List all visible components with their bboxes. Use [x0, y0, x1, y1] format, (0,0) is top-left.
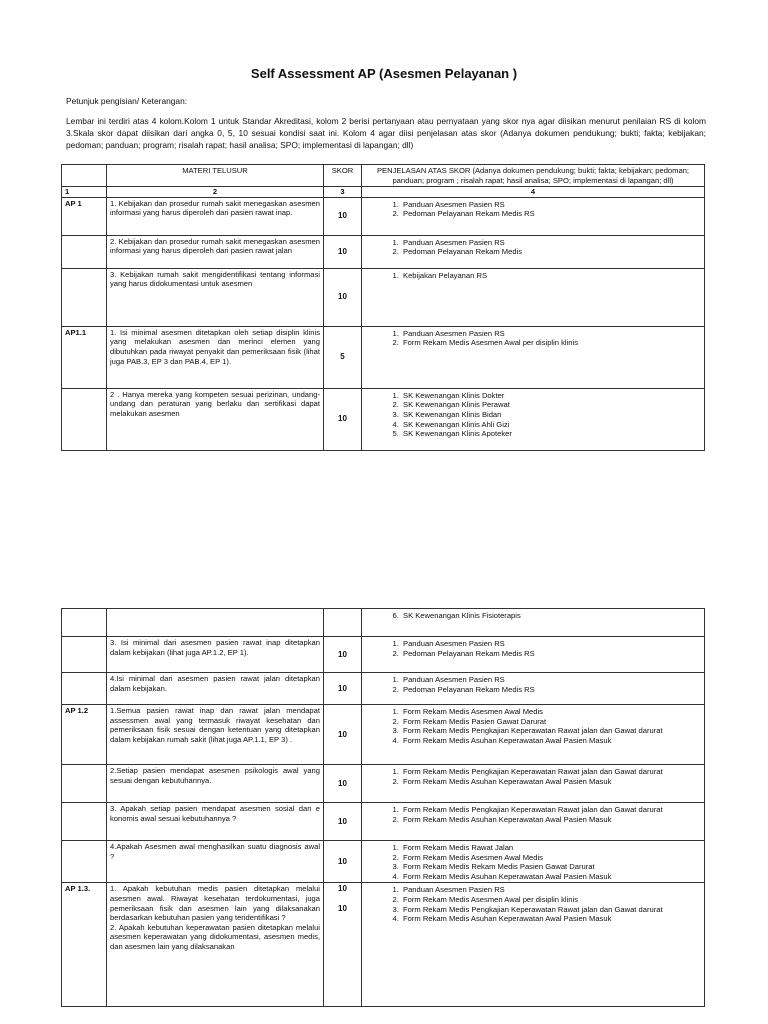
instructions-heading: Petunjuk pengisian/ Keterangan: [66, 96, 188, 106]
evidence-list [365, 707, 701, 745]
standard-cell [62, 268, 107, 326]
materi-text: 2. Kebijakan dan prosedur rumah sakit menegaskan asesmen informasi yang harus diperoleh dari pasien rawat jalan [110, 236, 320, 256]
evidence-cell [362, 705, 705, 765]
evidence-list [365, 843, 701, 881]
skor-cell: 10 [324, 197, 362, 235]
evidence-item: 1. Form Rekam Medis Asesmen Awal Medis [401, 707, 701, 717]
evidence-item: 1. Panduan Asesmen Pasien RS [401, 329, 701, 339]
evidence-item: 3. Form Rekam Medis Pengkajian Keperawatan Rawat jalan dan Gawat darurat [401, 726, 701, 736]
evidence-cell [362, 235, 705, 268]
table-row [62, 388, 705, 450]
materi-cell [107, 841, 324, 883]
standard-cell [62, 388, 107, 450]
table-row [62, 268, 705, 326]
skor-cell: 10 [324, 841, 362, 883]
evidence-list [365, 639, 701, 658]
evidence-item: 2. Form Rekam Medis Asesmen Awal Medis [401, 853, 701, 863]
evidence-item: 1. Form Rekam Medis Rawat Jalan [401, 843, 701, 853]
standard-cell [62, 765, 107, 803]
materi-cell [107, 765, 324, 803]
evidence-item: 6. SK Kewenangan Klinis Fisioterapis [401, 611, 701, 621]
evidence-item: 1. Form Rekam Medis Pengkajian Keperawatan Rawat jalan dan Gawat darurat [401, 767, 701, 777]
evidence-item: 2. Form Rekam Medis Asesmen Awal per disiplin klinis [401, 895, 701, 905]
evidence-cell [362, 803, 705, 841]
materi-text: 2.Setiap pasien mendapat asesmen psikologis awal yang sesuai dengan kebutuhannya. [110, 766, 320, 785]
column-number: 4 [362, 187, 705, 198]
materi-text: 1. Apakah kebutuhan medis pasien ditetapkan melalui asesmen awal. Riwayat kesehatan terdokumentasi, juga pemeriksaan fisik dan asesmen lain yang dilaksanakan berdasarkan kebutuhan pasien yang teridentifikasi ? 2. Apakah kebutuhan keperawatan pasien ditetapkan melalui asesmen keperawatan yang didokumentasi, asesmen medis, dan asesmen lain yang dilaksanakan [110, 884, 320, 951]
evidence-list [365, 271, 701, 281]
evidence-item: 2. Pedoman Pelayanan Rekam Medis [401, 247, 701, 257]
evidence-item: 3. Form Rekam Medis Rekam Medis Pasien Gawat Darurat [401, 862, 701, 872]
table-row [62, 673, 705, 705]
evidence-cell [362, 326, 705, 388]
header-penjelasan: PENJELASAN ATAS SKOR (Adanya dokumen pendukung; bukti; fakta; kebijakan; pedoman; panduan; program ; risalah rapat; hasil analisa; SPO; implementasi di lapangan; dll) [362, 165, 705, 187]
skor-cell: 10 [324, 673, 362, 705]
evidence-cell [362, 765, 705, 803]
evidence-cell [362, 197, 705, 235]
header-skor: SKOR [324, 165, 362, 187]
skor-cell: 10 [324, 803, 362, 841]
table-row [62, 197, 705, 235]
evidence-item: 4. SK Kewenangan Klinis Ahli Gizi [401, 420, 701, 430]
skor-cell: 10 [324, 268, 362, 326]
standard-cell [62, 637, 107, 673]
materi-cell [107, 388, 324, 450]
skor-cell: 10 [324, 637, 362, 673]
materi-cell [107, 609, 324, 637]
materi-cell [107, 673, 324, 705]
column-number-row [62, 187, 705, 198]
assessment-table-page-2 [61, 608, 705, 1007]
evidence-cell [362, 673, 705, 705]
table-row [62, 609, 705, 637]
table-row [62, 883, 705, 1007]
standard-cell [62, 673, 107, 705]
materi-cell [107, 235, 324, 268]
standard-cell [62, 803, 107, 841]
evidence-item: 4. Form Rekam Medis Asuhan Keperawatan Awal Pasien Masuk [401, 736, 701, 746]
materi-cell [107, 637, 324, 673]
evidence-list [365, 805, 701, 824]
header-materi: MATERI TELUSUR [107, 165, 324, 187]
standard-cell: AP 1 [62, 197, 107, 235]
materi-text: 3. Apakah setiap pasien mendapat asesmen sosial dan e konomis awal sesuai kebutuhannya ? [110, 804, 320, 823]
materi-cell [107, 883, 324, 1007]
skor-cell [324, 609, 362, 637]
skor-cell: 10 10 [324, 883, 362, 1007]
table-header-row [62, 165, 705, 187]
evidence-item: 2. Pedoman Pelayanan Rekam Medis RS [401, 685, 701, 695]
table-row [62, 841, 705, 883]
evidence-item: 1. Panduan Asesmen Pasien RS [401, 639, 701, 649]
materi-cell [107, 803, 324, 841]
materi-cell [107, 268, 324, 326]
materi-text: 1. Kebijakan dan prosedur rumah sakit menegaskan asesmen informasi yang harus diperoleh dari pasien rawat inap. [110, 198, 320, 218]
materi-text: 1.Semua pasien rawat inap dan rawat jalan mendapat assessmen awal yang termasuk riwayat kesehatan dan pemeriksaan fisik sesuai dengan ketentuan yang ditetapkan dalam kebijakan rumah sakit (lihat juga AP.1.1, EP 3) . [110, 706, 320, 744]
evidence-cell [362, 268, 705, 326]
assessment-table-page-1 [61, 164, 705, 451]
column-number: 1 [62, 187, 107, 198]
standard-cell: AP 1.3. [62, 883, 107, 1007]
evidence-list [365, 329, 701, 348]
evidence-item: 3. Form Rekam Medis Pengkajian Keperawatan Rawat jalan dan Gawat darurat [401, 905, 701, 915]
table-row [62, 765, 705, 803]
evidence-cell [362, 841, 705, 883]
table-row [62, 637, 705, 673]
materi-text: 1. Isi minimal asesmen ditetapkan oleh setiap disiplin klinis yang melakukan asesmen dan merinci elemen yang dibutuhkan pada riwayat penyakit dan pemeriksaan fisik (lihat juga PAB.3, EP 3 dan PAB.4, EP 1). [110, 327, 320, 366]
evidence-list [365, 611, 701, 621]
skor-cell: 10 [324, 765, 362, 803]
skor-cell: 10 [324, 235, 362, 268]
skor-cell: 10 [324, 388, 362, 450]
evidence-list [365, 675, 701, 694]
evidence-cell [362, 883, 705, 1007]
column-number: 2 [107, 187, 324, 198]
evidence-list [365, 238, 701, 257]
evidence-cell [362, 388, 705, 450]
evidence-item: 1. Panduan Asesmen Pasien RS [401, 200, 701, 210]
column-number: 3 [324, 187, 362, 198]
materi-text: 4.Isi minimal dari asesmen pasien rawat jalan ditetapkan dalam kebijakan. [110, 674, 320, 693]
evidence-item: 2. Form Rekam Medis Pasien Gawat Darurat [401, 717, 701, 727]
table-row [62, 705, 705, 765]
evidence-cell [362, 637, 705, 673]
evidence-list [365, 767, 701, 786]
materi-text: 4.Apakah Asesmen awal menghasilkan suatu diagnosis awal ? [110, 842, 320, 861]
standard-cell [62, 609, 107, 637]
evidence-list [365, 391, 701, 439]
skor-cell: 5 [324, 326, 362, 388]
skor-cell: 10 [324, 705, 362, 765]
evidence-item: 2. Pedoman Pelayanan Rekam Medis RS [401, 209, 701, 219]
materi-cell [107, 197, 324, 235]
evidence-item: 1. SK Kewenangan Klinis Dokter [401, 391, 701, 401]
evidence-item: 2. SK Kewenangan Klinis Perawat [401, 400, 701, 410]
materi-cell [107, 705, 324, 765]
table-row [62, 326, 705, 388]
standard-cell [62, 841, 107, 883]
table-row [62, 803, 705, 841]
evidence-list [365, 885, 701, 923]
evidence-item: 1. Panduan Asesmen Pasien RS [401, 675, 701, 685]
evidence-item: 1. Form Rekam Medis Pengkajian Keperawatan Rawat jalan dan Gawat darurat [401, 805, 701, 815]
header-standard [62, 165, 107, 187]
evidence-item: 4. Form Rekam Medis Asuhan Keperawatan Awal Pasien Masuk [401, 914, 701, 924]
standard-cell: AP 1.2 [62, 705, 107, 765]
document-title: Self Assessment AP (Asesmen Pelayanan ) [250, 66, 518, 81]
materi-cell [107, 326, 324, 388]
materi-text: 3. Isi minimal dari asesmen pasien rawat inap ditetapkan dalam kebijakan (lihat juga AP.1.2, EP 1). [110, 638, 320, 657]
evidence-cell [362, 609, 705, 637]
evidence-item: 1. Kebijakan Pelayanan RS [401, 271, 701, 281]
evidence-item: 2. Pedoman Pelayanan Rekam Medis RS [401, 649, 701, 659]
evidence-item: 3. SK Kewenangan Klinis Bidan [401, 410, 701, 420]
materi-text: 3. Kebijakan rumah sakit mengidentifikasi tentang informasi yang harus didokumentasi untuk asesmen [110, 269, 320, 289]
evidence-item: 1. Panduan Asesmen Pasien RS [401, 238, 701, 248]
evidence-item: 2. Form Rekam Medis Asuhan Keperawatan Awal Pasien Masuk [401, 815, 701, 825]
evidence-item: 4. Form Rekam Medis Asuhan Keperawatan Awal Pasien Masuk [401, 872, 701, 882]
table-row [62, 235, 705, 268]
standard-cell: AP1.1 [62, 326, 107, 388]
instructions-text: Lembar ini terdiri atas 4 kolom.Kolom 1 untuk Standar Akreditasi, kolom 2 berisi pertanyaan atau pernyataan yang skor nya agar diisikan menurut penilaian RS di kolom 3.Skala skor dapat diisikan dari angka 0, 5, 10 sesuai kondisi saat ini. Kolom 4 agar diisi penjelasan atas skor (Adanya dokumen pendukung; bukti; fakta; kebijakan; pedoman; panduan; program; risalah rapat; hasil analisa; SPO; implementasi di lapangan; dll) [66, 116, 706, 150]
evidence-item: 1. Panduan Asesmen Pasien RS [401, 885, 701, 895]
evidence-list [365, 200, 701, 219]
materi-text: 2 . Hanya mereka yang kompeten sesuai perizinan, undang-undang dan peraturan yang berlaku dan sertifikasi dapat melakukan asesmen [110, 389, 320, 418]
standard-cell [62, 235, 107, 268]
evidence-item: 2. Form Rekam Medis Asuhan Keperawatan Awal Pasien Masuk [401, 777, 701, 787]
evidence-item: 5. SK Kewenangan Klinis Apoteker [401, 429, 701, 439]
evidence-item: 2. Form Rekam Medis Asesmen Awal per disiplin klinis [401, 338, 701, 348]
